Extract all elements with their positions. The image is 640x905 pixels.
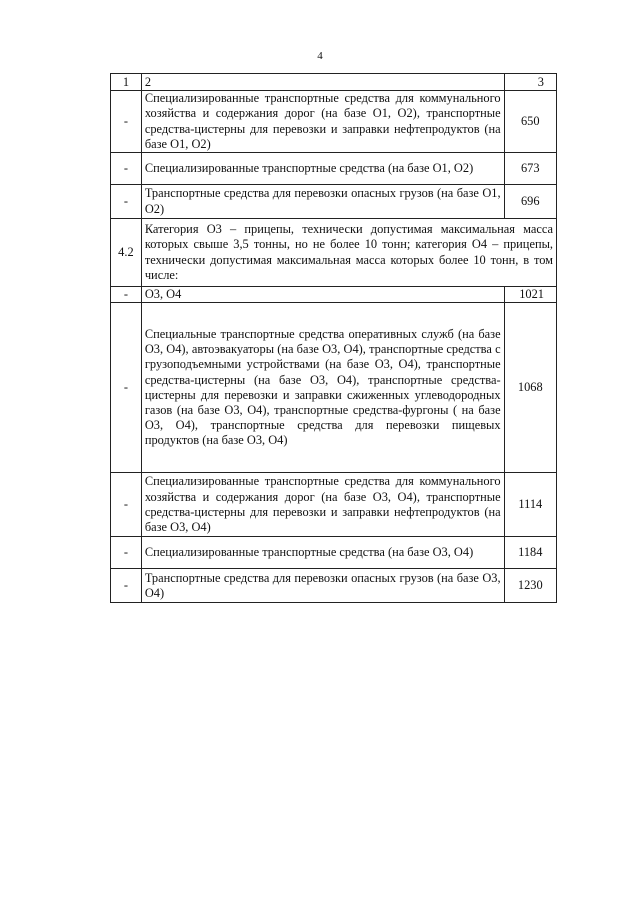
row-value: 696 [504,185,556,219]
row-number: - [111,91,142,153]
row-description: Специализированные транспортные средства (на базе О1, О2) [141,153,504,185]
row-number: - [111,569,142,603]
row-value: 1068 [504,303,556,473]
rates-table [110,73,557,603]
table-row [111,153,557,185]
row-number: - [111,537,142,569]
table-row [111,569,557,603]
row-description: Специализированные транспортные средства для коммунального хозяйства и содержания дорог (на базе О3, О4), транспортные средства-цистерны для перевозки и заправки нефтепродуктов (на базе О3, О4) [141,473,504,537]
table-row [111,303,557,473]
row-value: 673 [504,153,556,185]
header-col-1: 1 [111,74,142,91]
row-number: - [111,185,142,219]
row-number: - [111,287,142,303]
row-description: Категория О3 – прицепы, технически допустимая максимальная масса которых свыше 3,5 тонны, но не более 10 тонн; категория О4 – прицепы, технически допустимая максимальная масса которых более 10 тонн, в том числе: [141,219,556,287]
row-description: Транспортные средства для перевозки опасных грузов (на базе О3, О4) [141,569,504,603]
row-number: - [111,153,142,185]
row-description: Специальные транспортные средства оперативных служб (на базе О3, О4), автоэвакуаторы (на базе О3, О4), транспортные средства с грузоподъемными устройствами (на базе О3, О4), транспортные средства-цистерны (на базе О3, О4), транспортные средства-цистерны для перевозки и заправки сжиженных углеводородных газов (на базе О3, О4), транспортные средства-фургоны ( на базе О3, О4), транспортные средства для перевозки пищевых продуктов (на базе О3, О4) [141,303,504,473]
table-row [111,287,557,303]
table-row [111,219,557,287]
table-row [111,473,557,537]
row-number: - [111,303,142,473]
row-value: 650 [504,91,556,153]
table-row [111,537,557,569]
table-row [111,185,557,219]
row-description: Специализированные транспортные средства (на базе О3, О4) [141,537,504,569]
row-description: Транспортные средства для перевозки опасных грузов (на базе О1, О2) [141,185,504,219]
row-description: О3, О4 [141,287,504,303]
row-value: 1021 [504,287,556,303]
header-col-3: 3 [504,74,556,91]
row-value: 1184 [504,537,556,569]
row-value: 1230 [504,569,556,603]
row-value: 1114 [504,473,556,537]
row-number: - [111,473,142,537]
page-number: 4 [317,50,323,62]
table-row [111,91,557,153]
header-col-2: 2 [141,74,504,91]
table-header-row [111,74,557,91]
row-description: Специализированные транспортные средства для коммунального хозяйства и содержания дорог (на базе О1, О2), транспортные средства-цистерны для перевозки и заправки нефтепродуктов (на базе О1, О2) [141,91,504,153]
row-number: 4.2 [111,219,142,287]
